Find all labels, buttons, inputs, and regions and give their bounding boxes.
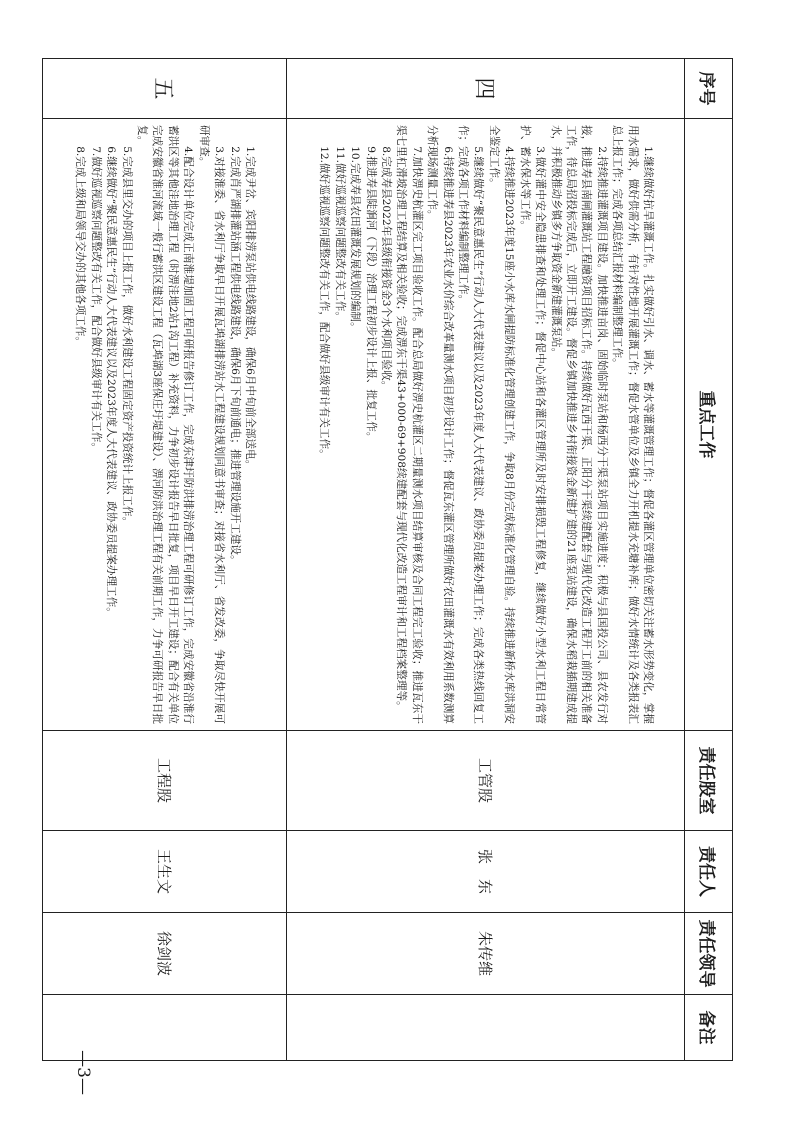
header-row: [685, 59, 733, 1061]
row-work: [287, 119, 685, 731]
header-work: 重点工作: [685, 119, 733, 731]
work-item: 7.加快淠史杭灌区完工项目验收工作。配合总局做好淠史杭灌区二期量测水项目结算审核及合同工程完工验收；推进瓦东干渠七里杠滑坡治理工程结算及相关验收；完成淠东干渠43+000-69+908续建配套与现代化改造工程审计和工程档案整理等。: [395, 125, 423, 724]
table-row: [43, 59, 287, 1061]
work-item: 6.继续做好“聚民意惠民生”行动人大代表建议以及2023年度人大代表建议、政协委员提案办理工作。: [105, 146, 118, 618]
work-item: 3.做好灌中安全隐患排查和处理工作；督促中心站和各灌区管理所及时安排损毁工程修复，继续做好小型水利工程日常管护、蓄水保水等工作。: [518, 125, 547, 724]
header-person: 责任人: [685, 831, 733, 913]
work-table: [42, 58, 733, 1061]
row-person: 王生文: [43, 831, 287, 913]
header-leader: 责任领导: [685, 913, 733, 995]
work-item: 5.完成县里交办的项目上报工作，做好水利建设工程固定资产投资统计上报工作。: [120, 146, 133, 528]
work-item: 2.持续推进灌溉项目建设。加快推进亩岗、固始临时泵站和杨西分干渠泵站项目实施进度；积极与县国投公司、县农发行对接，推进寿县南闸灌溉站工程融资项目招标工作。持续做好瓦西干渠、正阳分干渠续建配套与现代化改造工程开工前的相关准备工作，待总局招投标完成后，立即开工建设。督促乡镇加快推进乡村衔接资金新建扩建的21座泵站建设，确保水稻栽插期建成提水，并积极推动乡镇多方争取资金新建灌溉泵站。: [549, 125, 608, 724]
work-item: 3.对接淮委、省水利厅争取早日开展瓦埠湖排涝站水工程建设规划同意书审查；对接省水利厅、省发改委，争取尽快开展可研审查。: [197, 125, 226, 724]
work-item: 6.持续推进寿县2023年农业水价综合改革量测水项目初步设计工作；督促瓦东灌区管理所做好农田灌溉水有效利用系数测算分析现场测量工作。: [426, 125, 454, 724]
row-dept: 工程股: [43, 731, 287, 831]
header-seq: 序号: [685, 59, 733, 119]
work-item: 5.继续做好“聚民意惠民生”行动人大代表建议以及2023年度人大代表建议、政协委员提案办理工作；完成各类热线回复工作；完成各项工作材料编制整理工作。: [457, 125, 485, 724]
work-item: 8.完成寿县2022年县级衔接资金3个水利项目验收。: [380, 146, 393, 392]
work-item: 8.完成上级和局领导交办的其他各项工作。: [74, 146, 87, 347]
work-item: 4.配合设计单位完成正南淮堤加固工程可研报告修订工作，完成东津圩防洪排涝治理工程可研修订工作，完成安徽省沿淮行蓄洪区等其他洼地治理工程（时淠洼地2站1沟工程）补充资料，力争初步设计报告早日批复，项目早日开工建设；配合有关单位完成安徽省淮河流域一般行蓄洪区建设工程（瓦埠湖3座保庄圩堤建设）、淠河防洪治理工程有关前期工作，力争可研报告早日批复。: [136, 125, 195, 724]
work-item: 10.完成寿县农田灌溉发展规划的编制。: [349, 146, 362, 333]
page-number: —3—: [73, 1050, 93, 1095]
row-dept: 工管股: [287, 731, 685, 831]
row-leader: 徐剑波: [43, 913, 287, 995]
work-item: 2.完成肖严湖排灌站涵工程供电线路建设，确保6月下旬前通电；推进管理设施开工建设。: [228, 146, 241, 566]
work-item: 11.做好巡视巡察问题整改有关工作。: [333, 146, 346, 322]
work-item: 9.推进寿县陡涧河（下段）治理工程初步设计上报、批复工作。: [364, 146, 377, 443]
header-note: 备注: [685, 995, 733, 1061]
work-item: 1.完成尹岔、宾阳排涝泵站供电线路建设，确保6月中旬前全部送电。: [243, 146, 256, 471]
row-person: 张 东: [287, 831, 685, 913]
work-item: 4.持续推进2023年度15座小水库水闸提防标准化管理创建工作，争取8月份完成标准化管理自验。持续推进新桥水库洪洞安全鉴定工作。: [487, 125, 516, 724]
table-row: [287, 59, 685, 1061]
work-item: 12.做好巡视巡察问题整改有关工作，配合做好县级审计有关工作。: [318, 146, 331, 460]
row-leader: 朱传维: [287, 913, 685, 995]
row-seq: 四: [287, 59, 685, 119]
work-item: 1.继续做好抗旱灌溉工作。扎实做好引水、调水、蓄水等灌溉管理工作；督促各灌区管理单位密切关注蓄水形势变化，掌握用水需求，做好供需分析，有针对性地开展灌溉工作；督促水管单位及乡镇全力开机提水充塘补库；做好水情统计及各类报表汇总上报工作；完成各项总结汇报材料编制整理工作。: [611, 125, 654, 724]
row-seq: 五: [43, 59, 287, 119]
work-item: 7.做好巡视巡察问题整改有关工作，配合做好县级审计有关工作。: [89, 146, 102, 453]
header-dept: 责任股室: [685, 731, 733, 831]
row-note: [287, 995, 685, 1061]
row-work: [43, 119, 287, 731]
